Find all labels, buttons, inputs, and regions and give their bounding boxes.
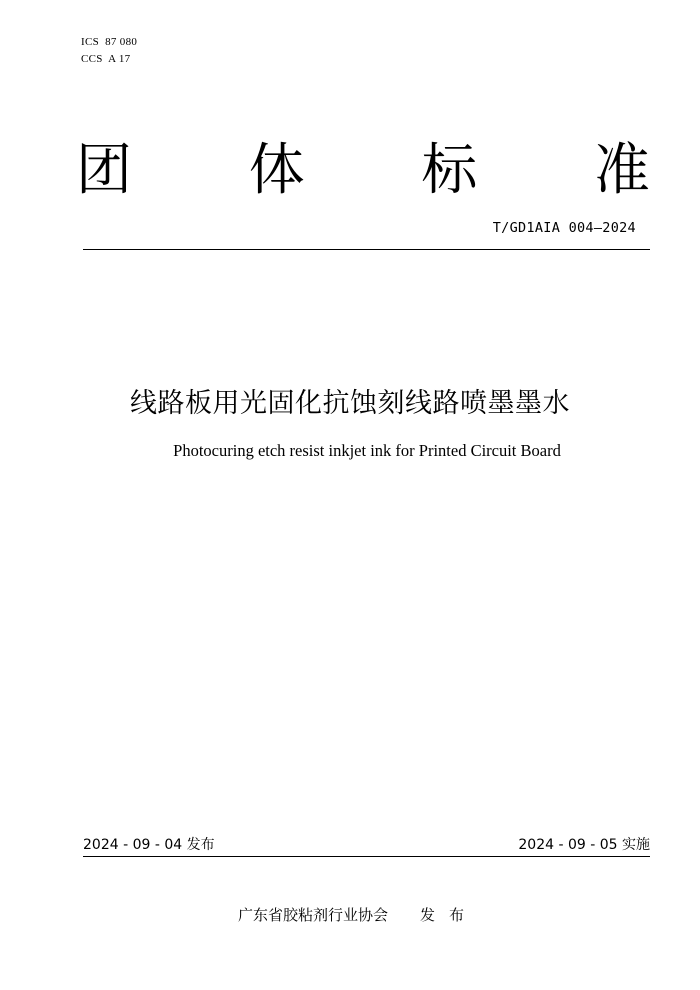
ics-code: ICS 87 080 [81,36,138,48]
standard-type-char-1: 团 [76,138,132,203]
standard-type-char-4: 准 [593,138,650,203]
publisher-action: 发布 [420,906,479,924]
ccs-code: CCS A 17 [81,53,131,65]
publisher-line [238,904,478,925]
standard-number: T/GD1AIA 004—2024 [492,220,636,236]
top-divider [83,249,650,250]
bottom-divider [83,856,650,857]
implement-date: 2024 - 09 - 05 实施 [518,837,650,853]
classification-codes [81,34,137,68]
publish-date: 2024 - 09 - 04 发布 [83,837,215,853]
date-row [83,834,650,854]
standard-type-char-3: 标 [421,138,478,203]
standard-type-char-2: 体 [248,138,305,203]
publisher-name: 广东省胶粘剂行业协会 [238,906,389,924]
standard-type-heading [76,136,650,206]
document-title-zh: 线路板用光固化抗蚀刻线路喷墨墨水 [130,388,570,419]
document-title-en: Photocuring etch resist inkjet ink for Printed Circuit Board [173,441,561,460]
